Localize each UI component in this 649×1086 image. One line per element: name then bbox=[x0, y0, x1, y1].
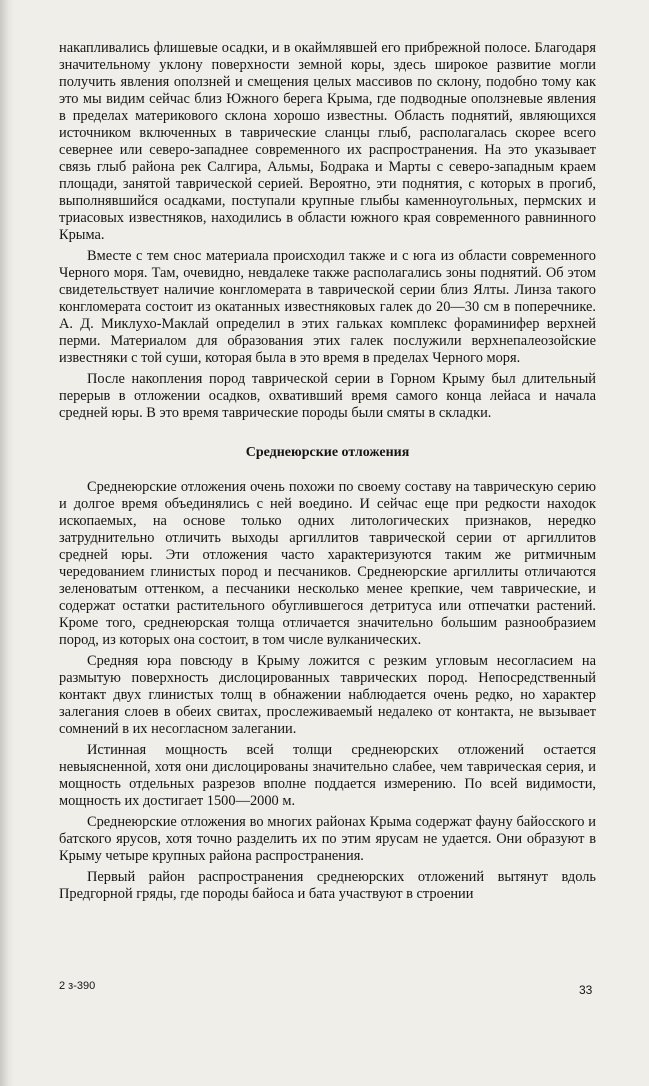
paragraph: После накопления пород таврической серии в Горном Крыму был длительный перерыв в отложении осадков, охвативший время самого конца лейаса и начала средней юры. В это время таврические породы были смяты в складки. bbox=[59, 371, 596, 421]
paragraph: Средняя юра повсюду в Крыму ложится с резким угловым несогласием на размытую поверхность дислоцированных таврических пород. Непосредственный контакт двух глинистых толщ в обнажении наблюдается очень редко, но характер залегания слоев в обеих свитах, прослеживаемый недалеко от контакта, не вызывает сомнений в их несогласном залегании. bbox=[59, 653, 596, 737]
paragraph: Истинная мощность всей толщи среднеюрских отложений остается невыясненной, хотя они дислоцированы значительно слабее, чем таврическая серия, и мощность отдельных разрезов вполне поддается измерению. По всей видимости, мощность их достигает 1500—2000 м. bbox=[59, 742, 596, 809]
paragraph: Первый район распространения среднеюрских отложений вытянут вдоль Предгорной гряды, где породы байоса и бата участвуют в строении bbox=[59, 869, 596, 902]
paragraph: Вместе с тем снос материала происходил также и с юга из области современного Черного моря. Там, очевидно, невдалеке также располагались зоны поднятий. Об этом свидетельствует наличие конгломерата в таврической серии близ Ялты. Линза такого конгломерата состоит из окатанных известняковых галек до 20—30 см в поперечнике. А. Д. Миклухо-Маклай определил в этих гальках комплекс фораминифер верхней перми. Материалом для образования этих галек послужили верхнепалеозойские известняки с той суши, которая была в это время в пределах Черного моря. bbox=[59, 248, 596, 366]
section-heading: Среднеюрские отложения bbox=[245, 445, 410, 460]
paragraph: Среднеюрские отложения очень похожи по своему составу на таврическую серию и долгое время объединялись с ней воедино. И сейчас еще при редкости находок ископаемых, на основе только одних литологических признаков, нередко затруднительно отличить выходы аргиллитов таврической серии от аргиллитов средней юры. Эти отложения часто характеризуются таким же ритмичным чередованием глинистых пород и песчаников. Среднеюрские аргиллиты отличаются зеленоватым оттенком, а песчаники несколько менее крепкие, чем таврические, и содержат остатки растительного обуглившегося детритуса или отпечатки растений. Кроме того, среднеюрская толща отличается значительно большим разнообразием пород, из которых она состоит, в том числе вулканических. bbox=[59, 479, 596, 648]
paragraph: Среднеюрские отложения во многих районах Крыма содержат фауну байосского и батского ярусов, хотя точно разделить их по этим ярусам не удается. Они образуют в Крыму четыре крупных района распространения. bbox=[59, 814, 596, 864]
paragraph: накапливались флишевые осадки, и в окаймлявшей его прибрежной полосе. Благодаря значительному уклону поверхности земной коры, здесь широкое развитие могли получить явления оползней и смещения целых массивов по склону, подобно тому как это мы видим сейчас близ Южного берега Крыма, где подводные оползневые явления в пределах материкового склона хорошо известны. Область поднятий, являющихся источником включенных в таврические сланцы глыб, располагалась скорее всего севернее или северо-западнее современного их распространения. На это указывает связь глыб района рек Салгира, Альмы, Бодрака и Марты с северо-западным краем площади, занятой таврической серией. Вероятно, эти поднятия, с которых в прогиб, выполнявшийся осадками, поступали крупные глыбы каменноугольных, пермских и триасовых известняков, находились в области южного края современного равнинного Крыма. bbox=[59, 40, 596, 243]
page-binding-shadow bbox=[0, 0, 14, 1086]
page-number: 33 bbox=[579, 983, 593, 997]
printer-signature-mark: 2 з-390 bbox=[59, 980, 96, 992]
body-text bbox=[59, 40, 596, 903]
